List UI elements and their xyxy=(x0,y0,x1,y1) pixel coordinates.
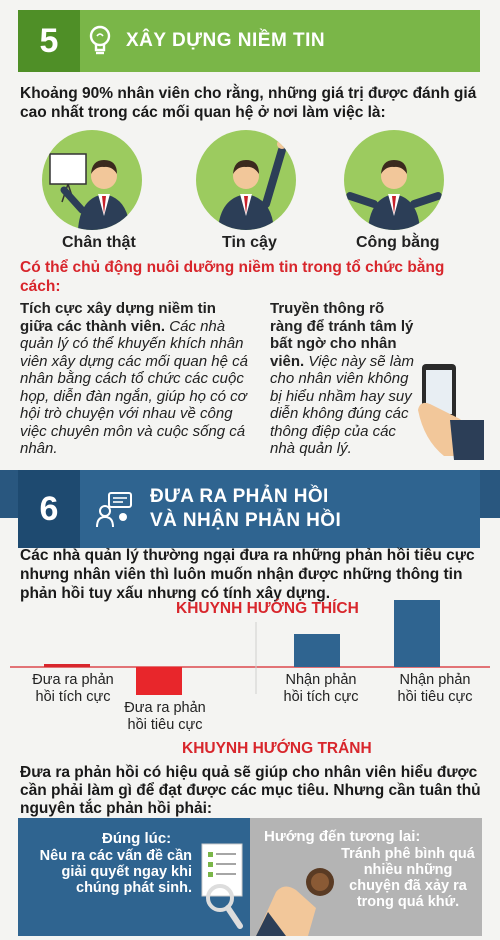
timely-box xyxy=(18,818,250,936)
left-column-lead: Tích cực xây dựng niềm tin giữa các thành viên. xyxy=(20,300,216,335)
section6-title-line1: ĐƯA RA PHẢN HỒI xyxy=(150,486,329,507)
open-arms-person-icon xyxy=(344,130,444,230)
left-column-text xyxy=(20,300,252,458)
bar-give-positive xyxy=(44,664,90,667)
section5-subheading: Có thể chủ động nuôi dưỡng niềm tin trong tổ chức bằng cách: xyxy=(20,259,445,295)
future-heading: Hướng đến tương lai: xyxy=(264,828,421,845)
label-receive-positive-line2: hồi tích cực xyxy=(283,689,359,705)
bar-receive-negative xyxy=(394,620,440,667)
trust-circle xyxy=(196,130,296,230)
section6-advice: Đưa ra phản hồi có hiệu quả sẽ giúp cho nhân viên hiểu được cần phải làm gì để đạt được các mục tiêu. Nhưng cần tuân thủ nguyên tắc phản hồi phải: xyxy=(20,764,481,817)
right-column-text xyxy=(270,300,420,458)
section6-number: 6 xyxy=(18,470,80,548)
right-column-lead: Truyền thông rõ ràng để tránh tâm lý bất ngờ cho nhân viên. xyxy=(270,300,414,370)
tendency-avoid-label: KHUYNH HƯỚNG TRÁNH xyxy=(182,740,372,757)
bar-receive-positive xyxy=(294,634,340,667)
label-give-positive-line1: Đưa ra phản xyxy=(32,672,114,688)
label-receive-negative xyxy=(380,672,490,706)
honesty-circle xyxy=(42,130,142,230)
section5-title: XÂY DỰNG NIỀM TIN xyxy=(126,30,326,51)
fairness-circle xyxy=(344,130,444,230)
section6-title-line2: VÀ NHẬN PHẢN HỒI xyxy=(150,510,342,531)
label-give-negative-line2: hồi tiêu cực xyxy=(127,717,203,733)
future-box xyxy=(250,818,482,936)
timely-heading: Đúng lúc: xyxy=(102,830,172,847)
bar-receive-negative-top xyxy=(394,600,440,620)
future-text: Tránh phê bình quá nhiều những chuyện đã xảy ra trong quá khứ. xyxy=(341,846,475,910)
label-receive-positive xyxy=(266,672,376,706)
hand-holding-cup-icon xyxy=(256,852,346,936)
tendency-like-label: KHUYNH HƯỚNG THÍCH xyxy=(176,600,359,617)
value-label-honesty: Chân thật xyxy=(62,234,136,251)
section6-title xyxy=(150,485,341,533)
section6-intro: Các nhà quản lý thường ngại đưa ra những phản hồi tiêu cực nhưng nhân viên thì luôn muốn nhận được những thông tin phản hồi tuy xấu nhưng có tính xây dựng. xyxy=(20,547,475,602)
value-label-fairness: Công bằng xyxy=(356,234,440,251)
bar-give-negative xyxy=(136,667,182,695)
section5-intro: Khoảng 90% nhân viên cho rằng, những giá trị được đánh giá cao nhất trong các mối quan hệ ở nơi làm việc là: xyxy=(20,85,477,121)
label-receive-negative-line2: hồi tiêu cực xyxy=(397,689,473,705)
label-receive-positive-line1: Nhận phản xyxy=(285,672,357,688)
timely-text: Nêu ra các vấn đề cần giải quyết ngay khi chúng phát sinh. xyxy=(39,848,192,896)
label-give-negative-line1: Đưa ra phản xyxy=(124,700,206,716)
left-column-detail: Các nhà quản lý có thể khuyến khích nhân viên xây dựng các mối quan hệ cá nhân bằng cách tổ chức các cuộc họp, diễn đàn ngắn, giúp họ có cơ hội trò chuyện với nhau về công việc chuyên môn và cuộc sống cá nhân. xyxy=(20,317,248,457)
smartphone-hand-icon xyxy=(414,360,484,460)
presenter-person-icon xyxy=(42,130,142,230)
right-column-detail: Việc này sẽ làm cho nhân viên không bị hiểu nhầm hay suy diễn không đúng các thông điệp của các nhà quản lý. xyxy=(270,352,414,457)
value-label-trust: Tin cậy xyxy=(222,234,277,251)
feedback-icon xyxy=(80,470,150,548)
pointing-person-icon xyxy=(196,130,296,230)
section5-number: 5 xyxy=(18,10,80,72)
section5-header xyxy=(18,10,480,72)
lightbulb-icon xyxy=(80,10,120,72)
checklist-magnifier-icon xyxy=(196,836,248,932)
label-give-negative xyxy=(110,700,220,734)
label-receive-negative-line1: Nhận phản xyxy=(399,672,471,688)
label-give-positive-line2: hồi tích cực xyxy=(35,689,111,705)
section6-header xyxy=(18,470,480,548)
